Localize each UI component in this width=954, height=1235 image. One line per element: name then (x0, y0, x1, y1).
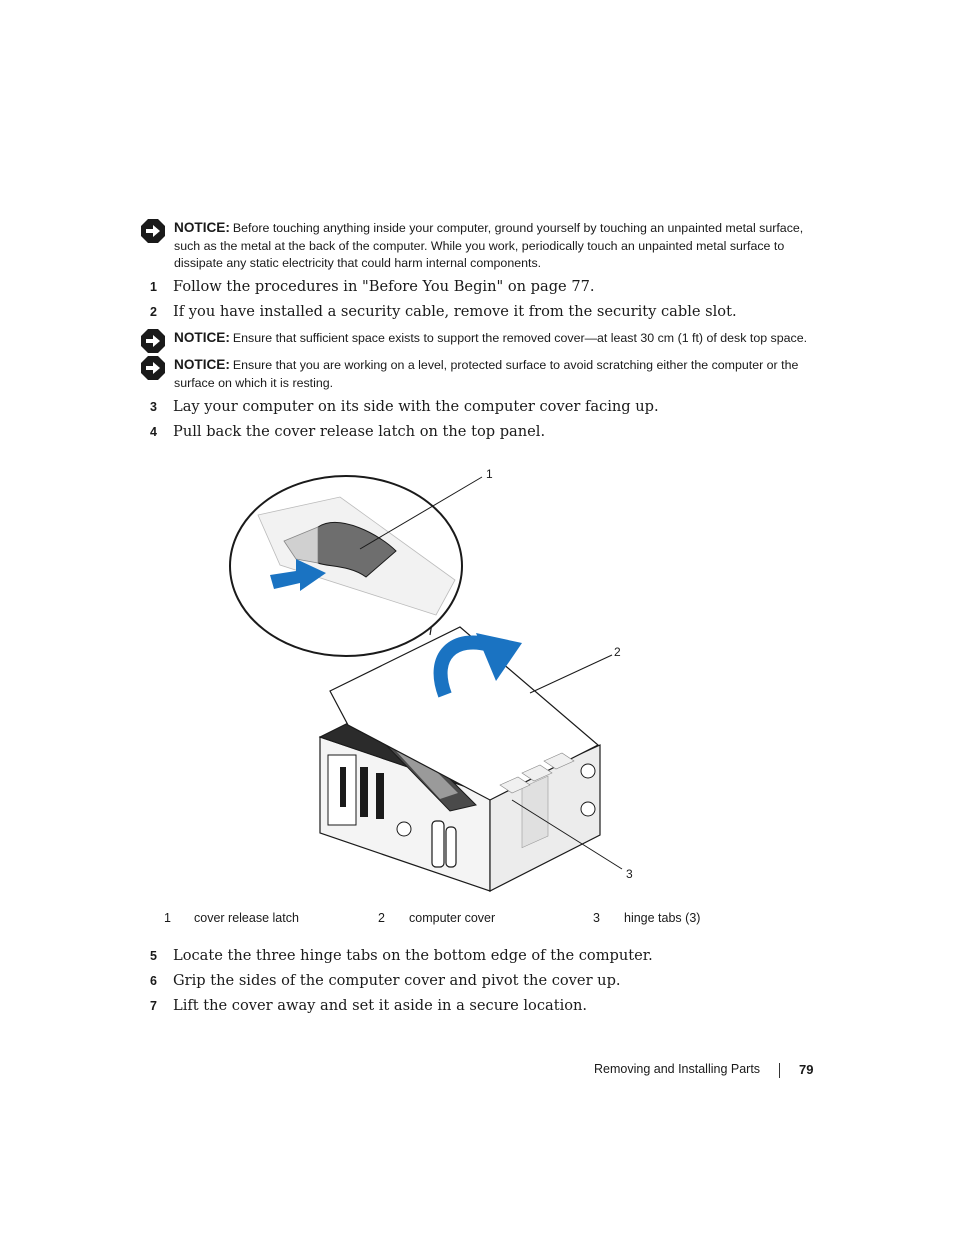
notice-text: Before touching anything inside your computer, ground yourself by touching an unpainted metal surface, such as the metal at the back of the computer. While you work, periodically touch an unpainted metal surface to dissipate any static electricity that could harm internal components. (174, 221, 804, 270)
callout-1: 1 (486, 467, 493, 481)
legend-label-2: computer cover (409, 911, 496, 925)
notice-3 (141, 356, 821, 392)
step-number: 3 (150, 400, 157, 414)
footer-divider (779, 1063, 780, 1078)
notice-arrow-icon (141, 329, 165, 353)
callout-3: 3 (626, 867, 633, 881)
notice-text: Ensure that you are working on a level, protected surface to avoid scratching either the computer or the surface on which it is resting. (174, 358, 799, 390)
page-number: 79 (799, 1062, 814, 1077)
notice-label: NOTICE: (174, 330, 230, 345)
footer-section-title: Removing and Installing Parts (594, 1062, 761, 1076)
step-5 (150, 947, 830, 965)
notice-1 (141, 219, 821, 273)
latch-detail-magnifier (230, 476, 462, 656)
legend-num-1: 1 (164, 911, 171, 925)
step-1 (150, 278, 830, 296)
notice-label: NOTICE: (174, 220, 230, 235)
legend-label-3: hinge tabs (3) (624, 911, 701, 925)
legend-num-2: 2 (378, 911, 385, 925)
notice-arrow-icon (141, 356, 165, 380)
notice-label: NOTICE: (174, 357, 230, 372)
step-number: 2 (150, 305, 157, 319)
legend-num-3: 3 (593, 911, 600, 925)
notice-2 (141, 329, 821, 348)
step-text: Grip the sides of the computer cover and pivot the cover up. (173, 972, 621, 989)
step-4 (150, 423, 830, 441)
step-number: 4 (150, 425, 157, 439)
step-number: 5 (150, 949, 157, 963)
step-3 (150, 398, 830, 416)
notice-text: Ensure that sufficient space exists to support the removed cover—at least 30 cm (1 ft) of desk top space. (232, 331, 808, 345)
step-text: Lift the cover away and set it aside in a secure location. (173, 997, 588, 1014)
step-text: If you have installed a security cable, remove it from the security cable slot. (173, 303, 737, 320)
step-number: 6 (150, 974, 157, 988)
step-6 (150, 972, 830, 990)
step-7 (150, 997, 830, 1015)
step-text: Locate the three hinge tabs on the bottom edge of the computer. (173, 947, 653, 964)
step-2 (150, 303, 830, 321)
notice-arrow-icon (141, 219, 165, 243)
step-text: Lay your computer on its side with the computer cover facing up. (173, 398, 659, 415)
step-text: Pull back the cover release latch on the top panel. (173, 423, 546, 440)
legend-label-1: cover release latch (194, 911, 299, 925)
callout-2: 2 (614, 645, 621, 659)
step-number: 7 (150, 999, 157, 1013)
computer-cover-illustration (200, 455, 660, 895)
callout-leader-2 (530, 655, 612, 693)
step-text: Follow the procedures in "Before You Begin" on page 77. (173, 278, 595, 295)
step-number: 1 (150, 280, 157, 294)
